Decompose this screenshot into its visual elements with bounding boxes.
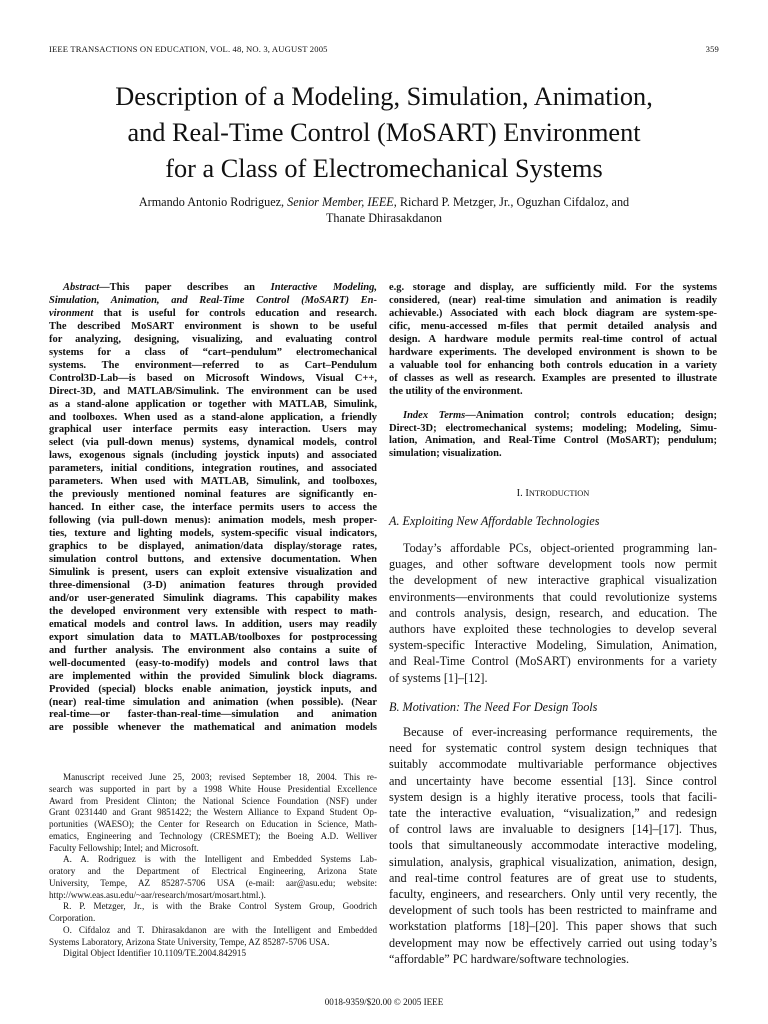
- body-line: development may now be effectively carried out using today’s: [389, 935, 717, 950]
- abstract-line: the developed environment very extensible with respect to math-: [49, 605, 377, 617]
- body-line: system design is a highly iterative process, tools that facili-: [389, 789, 717, 804]
- abstract-line: Simulink is present, users can exploit extensive visualization and: [49, 566, 377, 578]
- intro-paragraph-b: [389, 724, 717, 967]
- abstract-line: export simulation data to MATLAB/toolboxes for postprocessing: [49, 631, 377, 643]
- abstract-line: the previously mentioned nominal features are significantly en-: [49, 489, 377, 501]
- abstract-line: for analyzing, designing, visualizing, and evaluating control: [49, 333, 377, 345]
- subsection-heading: A. Exploiting New Affordable Technologies: [389, 514, 600, 528]
- body-line: suitably accommodate multivariable performance objectives: [389, 757, 717, 772]
- footnote-line: R. P. Metzger, Jr., is with the Brake Control System Group, Goodrich: [63, 901, 377, 912]
- abstract-line: and toolboxes. When used as a stand-alone application, a friendly: [49, 411, 377, 423]
- abstract-line: ties, texture and lighting models, system-specific visual indicators,: [49, 528, 377, 540]
- author-membership: Senior Member, IEEE: [287, 195, 394, 209]
- abstract-line: e.g. storage and display, are sufficiently mild. For the systems: [389, 282, 717, 293]
- abstract-line: [49, 308, 377, 321]
- index-terms-line: lation, Animation, and Real-Time Control (MoSART); pendulum;: [389, 435, 717, 447]
- footnote-line: http://www.eas.asu.edu/~aar/research/mosart/mosart.html.).: [49, 889, 266, 900]
- footnote-line: O. Cifdaloz and T. Dhirasakdanon are with the Intelligent and Embedded: [63, 924, 377, 935]
- footnote-line: portunities (WAESO); the Center for Research on Education in Science, Math-: [49, 819, 377, 829]
- body-line: development of such tools has been restricted to mainframe and: [389, 903, 717, 918]
- abstract-italic: Simulation, Animation, and Real-Time Control (MoSART) En-: [49, 294, 377, 306]
- author-line: Thanate Dhirasakdanon: [325, 211, 443, 225]
- abstract-line: (near) real-time simulation and animation (when possible). (Near: [49, 696, 377, 708]
- index-terms-line: [389, 410, 717, 423]
- abstract-line: [49, 295, 377, 308]
- title-line: and Real-Time Control (MoSART) Environment: [127, 118, 641, 147]
- abstract-line: as a stand-alone application or together with MATLAB, Simulink,: [49, 398, 377, 410]
- body-line: workstation platforms [18]–[20]. This paper shows that such: [389, 919, 717, 934]
- body-line: faculty, engineers, and researchers. Only until very recently, the: [389, 887, 717, 902]
- abstract-line: laws, exogenous signals (including joystick inputs) and associated: [49, 450, 377, 462]
- author-line: [30, 194, 738, 210]
- index-terms-text: —Animation control; controls education; design;: [465, 409, 718, 421]
- abstract-line: systems for a class of “cart–pendulum” electromechanical: [49, 346, 377, 358]
- body-line: Today’s affordable PCs, object-oriented programming lan-: [403, 541, 717, 555]
- body-line: of control laws are invaluable to designers [14]–[17]. Thus,: [389, 822, 717, 837]
- section-number: I.: [516, 488, 526, 499]
- footnote-line: Award from President Clinton; the National Science Foundation (NSF) under: [49, 795, 377, 806]
- abstract-line: real-time—or faster-than-real-time—simulation and animation: [49, 709, 377, 721]
- footnote-block: [49, 772, 377, 960]
- footnote-line: Systems Laboratory, Arizona State University, Tempe, AZ 85287-5706 USA.: [49, 936, 330, 947]
- index-terms-label: Index Terms: [403, 409, 466, 421]
- abstract-line: ematical models and control laws. In addition, users may readily: [49, 618, 377, 630]
- body-line: authors have exploited these technologies to develop several: [389, 622, 717, 637]
- body-line: simulation, analysis, graphical visualization, animation, design,: [389, 854, 717, 869]
- abstract-italic: vironment: [49, 307, 94, 319]
- body-line: the development of new interactive graphical visualization: [389, 573, 717, 588]
- abstract-line: select (via pull-down menus) systems, dynamical models, control: [49, 437, 377, 449]
- abstract-line: Provided (special) blocks enable animation, joystick inputs, and: [49, 683, 377, 695]
- abstract-line: graphical user interface permits easy interaction. Users may: [49, 424, 377, 436]
- abstract-right-column: [389, 282, 717, 461]
- journal-citation: IEEE TRANSACTIONS ON EDUCATION, VOL. 48, NO. 3, AUGUST 2005: [49, 44, 328, 54]
- body-line: tools that simultaneously accommodate interactive modeling,: [389, 838, 717, 853]
- body-line: “affordable” PC hardware/software technologies.: [389, 951, 630, 966]
- body-line: guages, and other software development tools now permit: [389, 557, 717, 572]
- abstract-line: a valuable tool for enhancing both controls education in a variety: [389, 359, 717, 371]
- abstract-line: the utility of the environment.: [389, 385, 523, 397]
- title-line: for a Class of Electromechanical Systems: [165, 154, 603, 183]
- intro-paragraph-a: [389, 540, 717, 686]
- abstract-line: systems. The environment—referred to as Cart–Pendulum: [49, 359, 377, 371]
- abstract-line: of classes as well as research. Examples are presented to illustrate: [389, 372, 717, 384]
- author-names: , Richard P. Metzger, Jr., Oguzhan Cifdaloz, and: [393, 195, 630, 209]
- abstract-line: parameters. When used with MATLAB, Simulink, and toolboxes,: [49, 476, 377, 488]
- footnote-line: Grant 0231440 and Grant 9851422; the Western Alliance to Expand Student Op-: [49, 807, 377, 818]
- footnote-line: Digital Object Identifier 10.1109/TE.2004.842915: [63, 948, 247, 959]
- body-line: of systems [1]–[12].: [389, 670, 488, 685]
- abstract-label: Abstract: [63, 282, 100, 293]
- abstract-line: and/or user-generated Simulink diagrams. This capability makes: [49, 592, 377, 604]
- footnote-line: search was supported in part by a 1998 White House Presidential Excellence: [49, 783, 377, 794]
- section-heading: [389, 488, 717, 499]
- abstract-line: three-dimensional (3-D) animation features through provided: [49, 579, 377, 591]
- abstract-line: Direct-3D, and MATLAB/Simulink. The environment can be used: [49, 385, 377, 397]
- footnote-line: University, Tempe, AZ 85287-5706 USA (e-mail: aar@asu.edu; website:: [49, 877, 377, 888]
- index-terms-line: simulation; visualization.: [389, 448, 502, 460]
- index-terms-line: Direct-3D; electromechanical systems; modeling; Modeling, Simu-: [389, 422, 717, 434]
- body-line: Because of ever-increasing performance requirements, the: [403, 725, 717, 739]
- abstract-text: —This paper describes an: [99, 282, 271, 293]
- author-list: [30, 194, 738, 226]
- abstract-line: considered, (near) real-time simulation and animation is readily: [389, 294, 717, 306]
- copyright-footer: 0018-9359/$20.00 © 2005 IEEE: [324, 997, 444, 1007]
- paper-title: [30, 79, 738, 187]
- body-line: tate the interactive evaluation, “visualization,” and redesign: [389, 806, 717, 821]
- abstract-line: [49, 282, 377, 295]
- author-name: Armando Antonio Rodriguez,: [138, 195, 288, 209]
- abstract-line: are possible whenever the mathematical and animation models: [49, 722, 377, 734]
- section-smallcaps: NTRODUCTION: [528, 489, 590, 498]
- abstract-left-column: [49, 282, 377, 735]
- body-line: environments—environments that could revolutionize systems: [389, 589, 717, 604]
- abstract-line: graphics to be displayed, animation/data display/storage rates,: [49, 541, 377, 553]
- abstract-line: following (via pull-down menus): animation models, mesh proper-: [49, 515, 377, 527]
- subsection-heading: B. Motivation: The Need For Design Tools: [389, 700, 598, 714]
- abstract-line: achievable.) Associated with each block diagram are system-spe-: [389, 307, 717, 319]
- footnote-line: Faculty Fellowship; Intel; and Microsoft.: [49, 842, 199, 853]
- abstract-line: hardware experiments. The developed environment is shown to be: [389, 346, 717, 358]
- abstract-line: Control3D-Lab—is based on Microsoft Windows, Visual C++,: [49, 372, 377, 384]
- abstract-line: parameters, initial conditions, integration routines, and associated: [49, 463, 377, 475]
- body-line: and Real-Time Control (MoSART) environments for a variety: [389, 654, 717, 669]
- abstract-italic: Interactive Modeling,: [270, 282, 377, 293]
- section-cap: I: [525, 488, 529, 499]
- body-line: and controls analysis, design, research, and education. The: [389, 605, 717, 620]
- abstract-line: design. A hardware module permits real-time control of actual: [389, 333, 717, 345]
- footnote-line: oratory and the Department of Electrical Engineering, Arizona State: [49, 866, 377, 876]
- body-line: and uncertainty have become essential [13]. Since control: [389, 773, 717, 788]
- body-line: and real-time control features are of great use to students,: [389, 870, 717, 885]
- abstract-line: and further analysis. The environment also contains a suite of: [49, 644, 377, 656]
- body-line: need for systematic control system design techniques that: [389, 741, 717, 756]
- footnote-line: ematics, Engineering and Technology (CRESMET); the Boeing A.D. Welliver: [49, 830, 377, 841]
- abstract-line: The described MoSART environment is shown to be useful: [49, 320, 377, 332]
- abstract-text: that is useful for controls education and research.: [93, 307, 377, 319]
- abstract-line: simulation control buttons, and extensive documentation. When: [49, 554, 377, 566]
- footnote-line: Manuscript received June 25, 2003; revised September 18, 2004. This re-: [63, 772, 377, 782]
- body-line: system-specific Interactive Modeling, Simulation, Animation,: [389, 638, 717, 653]
- page-number: 359: [705, 44, 719, 54]
- abstract-line: are implemented within the provided Simulink block diagrams.: [49, 670, 377, 682]
- running-header: [49, 44, 719, 58]
- abstract-line: well-documented (easy-to-modify) models and control laws that: [49, 657, 377, 669]
- footnote-line: A. A. Rodriguez is with the Intelligent and Embedded Systems Lab-: [63, 854, 377, 865]
- abstract-line: cific, menu-accessed m-files that permit detailed analysis and: [389, 320, 717, 332]
- footnote-line: Corporation.: [49, 913, 96, 923]
- title-line: Description of a Modeling, Simulation, Animation,: [115, 82, 653, 111]
- abstract-line: hanced. In either case, the interface permits users to access the: [49, 502, 377, 514]
